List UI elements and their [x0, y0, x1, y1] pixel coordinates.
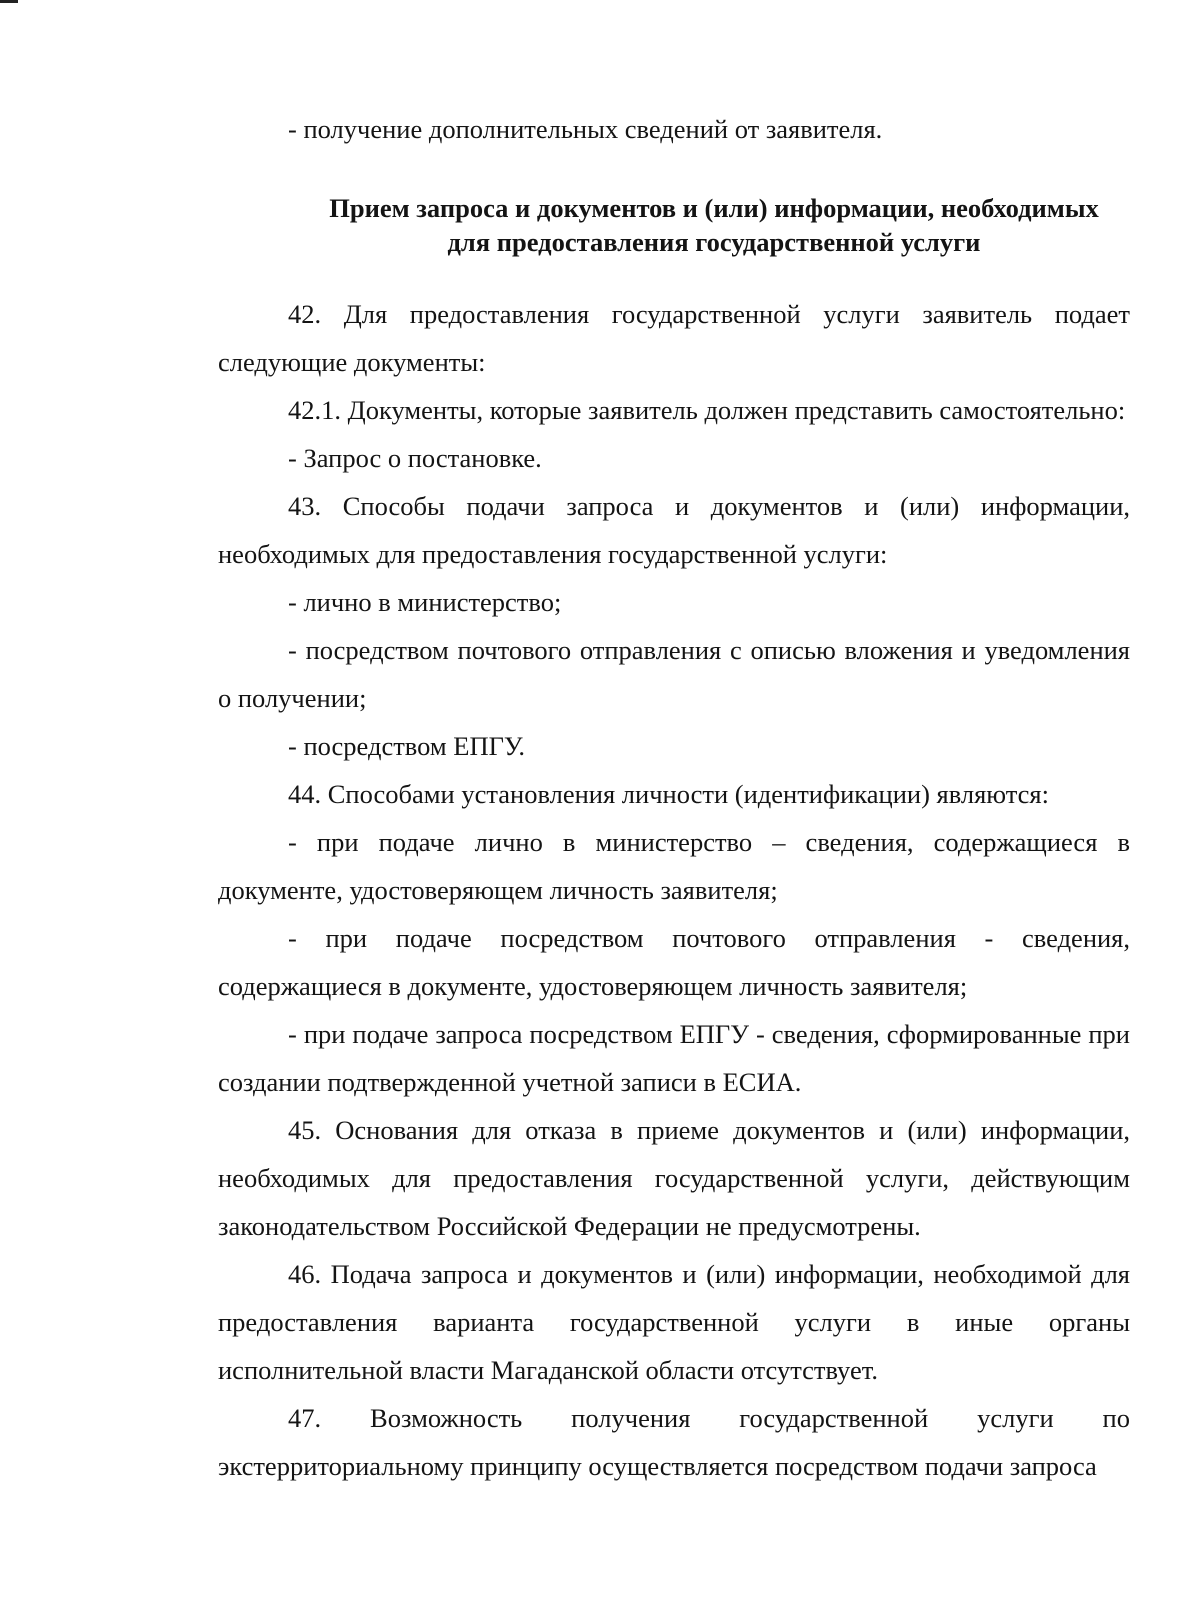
paragraph-43: 43. Способы подачи запроса и документов и (или) информации, необходимых для предоставления государственной услуги:	[218, 491, 1130, 569]
heading-line-2: для предоставления государственной услуги	[447, 227, 981, 257]
paragraph-42: 42. Для предоставления государственной услуги заявитель подает следующие документы:	[218, 299, 1130, 377]
list-item-epgu: - посредством ЕПГУ.	[288, 731, 525, 761]
body-text	[218, 290, 1130, 1490]
scan-corner-mark	[0, 0, 18, 3]
list-item-id-in-person: - при подаче лично в министерство – сведения, содержащиеся в документе, удостоверяющем личность заявителя;	[218, 827, 1130, 905]
intro-item: - получение дополнительных сведений от заявителя.	[288, 114, 883, 144]
paragraph-45: 45. Основания для отказа в приеме документов и (или) информации, необходимых для предоставления государственной услуги, действующим законодательством Российской Федерации не предусмотрены.	[218, 1115, 1130, 1241]
list-item-request: - Запрос о постановке.	[288, 443, 542, 473]
heading-line-1: Прием запроса и документов и (или) информации, необходимых	[329, 193, 1099, 223]
list-item-by-mail: - посредством почтового отправления с описью вложения и уведомления о получении;	[218, 635, 1130, 713]
list-item-id-by-mail: - при подаче посредством почтового отправления - сведения, содержащиеся в документе, удостоверяющем личность заявителя;	[218, 923, 1130, 1001]
paragraph-46: 46. Подача запроса и документов и (или) информации, необходимой для предоставления варианта государственной услуги в иные органы исполнительной власти Магаданской области отсутствует.	[218, 1259, 1130, 1385]
paragraph-44: 44. Способами установления личности (идентификации) являются:	[288, 779, 1049, 809]
paragraph-47: 47. Возможность получения государственной услуги по экстерриториальному принципу осуществляется посредством подачи запроса	[218, 1403, 1130, 1481]
intro-block	[218, 105, 1130, 153]
list-item-id-epgu: - при подаче запроса посредством ЕПГУ - сведения, сформированные при создании подтвержденной учетной записи в ЕСИА.	[218, 1019, 1130, 1097]
list-item-in-person: - лично в министерство;	[288, 587, 562, 617]
paragraph-42-1: 42.1. Документы, которые заявитель должен представить самостоятельно:	[288, 395, 1126, 425]
section-heading	[218, 191, 1130, 259]
